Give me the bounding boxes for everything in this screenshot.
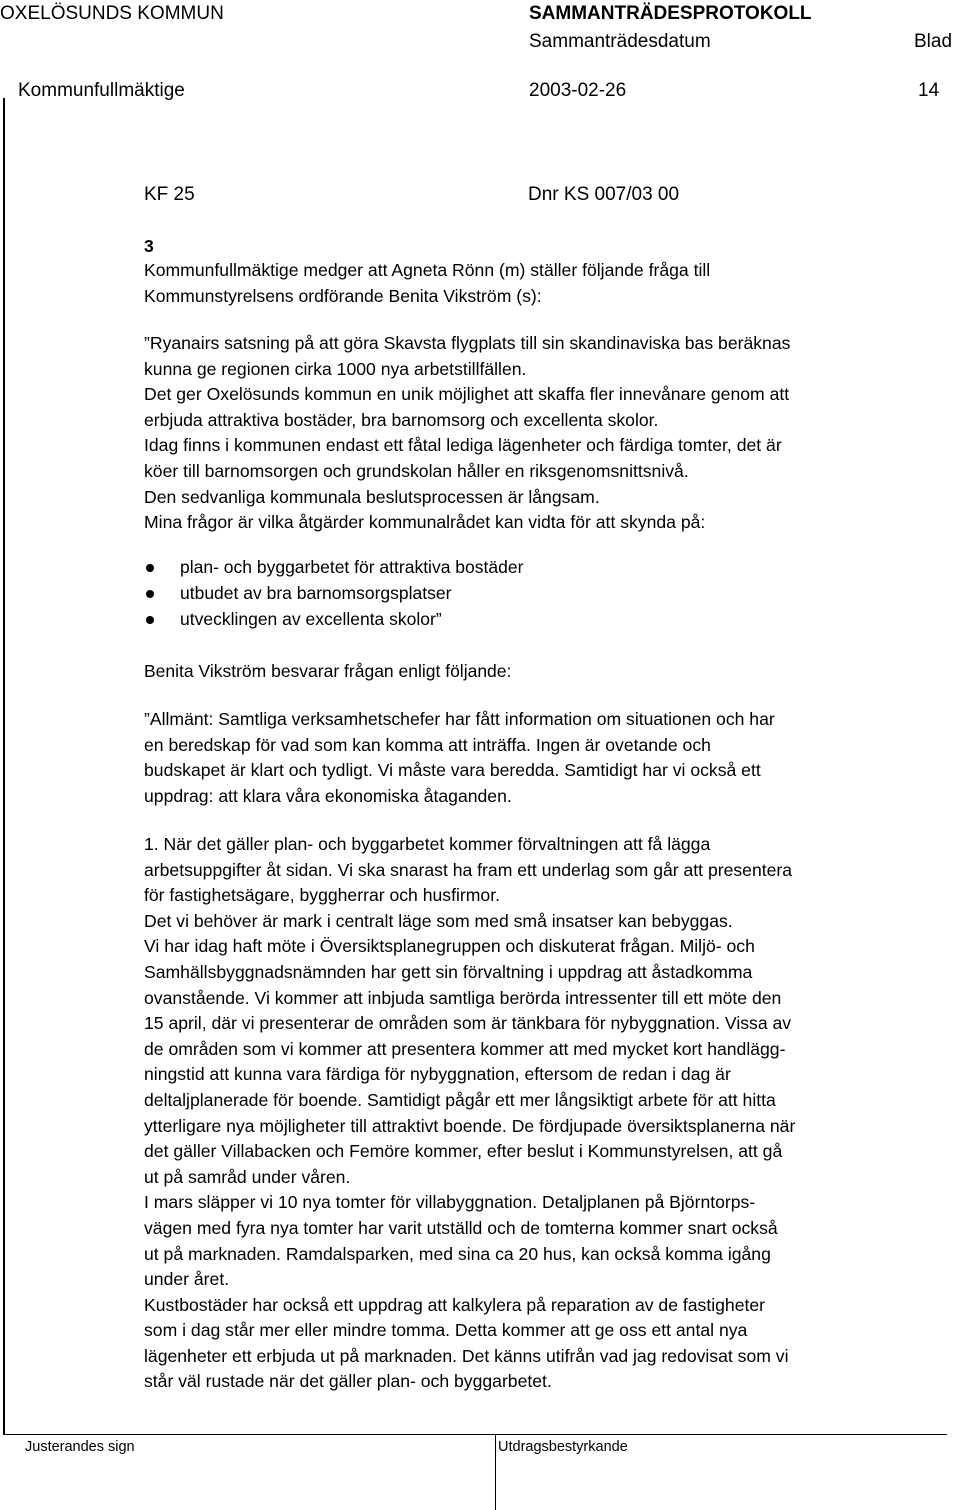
- answer-intro: Benita Vikström besvarar frågan enligt följande:: [144, 661, 512, 681]
- left-margin-line: [3, 98, 5, 1435]
- bullet-icon: [146, 616, 154, 624]
- list-item: utvecklingen av excellenta skolor”: [180, 609, 442, 629]
- question-paragraph: [144, 331, 944, 536]
- list-item: utbudet av bra barnomsorgsplatser: [180, 583, 452, 603]
- list-item: plan- och byggarbetet för attraktiva bostäder: [180, 557, 524, 577]
- text-line: ovanstående. Vi kommer att inbjuda samtliga berörda intressenter till ett möte den: [144, 987, 782, 1008]
- diary-number: Dnr KS 007/03 00: [528, 184, 680, 205]
- text-line: ”Ryanairs satsning på att göra Skavsta flygplats till sin skandinaviska bas beräknas: [144, 333, 791, 353]
- text-line: ”Allmänt: Samtliga verksamhetschefer har fått information om situationen och har: [144, 709, 775, 729]
- text-line: det gäller Villabacken och Femöre kommer, efter beslut i Kommunstyrelsen, att gå: [144, 1141, 783, 1162]
- text-line: 15 april, där vi presenterar de områden som är tänkbara för nybyggnation. Vissa av: [144, 1013, 792, 1034]
- text-line: en beredskap för vad som kan komma att inträffa. Ingen är ovetande och: [144, 734, 711, 755]
- text-line: kunna ge regionen cirka 1000 nya arbetstillfällen.: [144, 358, 527, 379]
- text-line: arbetsuppgifter åt sidan. Vi ska snarast ha fram ett underlag som går att presentera: [144, 859, 793, 880]
- meeting-body: Kommunfullmäktige: [18, 80, 185, 101]
- answer-general-paragraph: [144, 707, 944, 809]
- answer-point-1-paragraph: [144, 832, 944, 1395]
- municipality-name: OXELÖSUNDS KOMMUN: [0, 3, 224, 24]
- footer-column-divider: [495, 1434, 496, 1510]
- text-line: Samhällsbyggnadsnämnden har gett sin förvaltning i uppdrag att åstadkomma: [144, 961, 753, 982]
- text-line: lägenheter ett erbjuda ut på marknaden. Det känns utifrån vad jag redovisat som vi: [144, 1345, 789, 1366]
- intro-paragraph: [144, 258, 944, 309]
- text-line: Den sedvanliga kommunala beslutsprocessen är långsam.: [144, 486, 600, 507]
- text-line: erbjuda attraktiva bostäder, bra barnomsorg och excellenta skolor.: [144, 409, 659, 430]
- text-line: ytterligare nya möjligheter till attraktivt boende. De fördjupade översiktsplanerna när: [144, 1115, 796, 1136]
- bullet-icon: [146, 564, 154, 572]
- text-line: Kommunstyrelsens ordförande Benita Vikström (s):: [144, 285, 542, 306]
- paragraph-number: KF 25: [144, 184, 195, 205]
- text-line: I mars släpper vi 10 nya tomter för villabyggnation. Detaljplanen på Björntorps-: [144, 1192, 756, 1213]
- text-line: under året.: [144, 1269, 230, 1290]
- text-line: Vi har idag haft möte i Översiktsplanegruppen och diskuterat frågan. Miljö- och: [144, 936, 755, 957]
- page-number: 14: [918, 80, 940, 101]
- text-line: de områden som vi kommer att presentera kommer att med mycket kort handlägg-: [144, 1038, 786, 1059]
- signature-label: Justerandes sign: [25, 1439, 135, 1455]
- text-line: Det vi behöver är mark i centralt läge som med små insatser kan bebyggas.: [144, 910, 733, 931]
- text-line: Mina frågor är vilka åtgärder kommunalrådet kan vidta för att skynda på:: [144, 512, 706, 533]
- text-line: för fastighetsägare, byggherrar och husfirmor.: [144, 885, 500, 906]
- text-line: Kustbostäder har också ett uppdrag att kalkylera på reparation av de fastigheter: [144, 1294, 766, 1315]
- bullet-icon: [146, 590, 154, 598]
- text-line: deltaljplanerade för boende. Samtidigt pågår ett mer långsiktigt arbete för att hitta: [144, 1089, 776, 1110]
- text-line: köer till barnomsorgen och grundskolan håller en riksgenomsnittsnivå.: [144, 460, 689, 481]
- extract-certification-label: Utdragsbestyrkande: [498, 1439, 628, 1455]
- text-line: uppdrag: att klara våra ekonomiska åtaganden.: [144, 785, 512, 806]
- text-line: vägen med fyra nya tomter har varit utställd och de tomterna kommer snart också: [144, 1217, 778, 1238]
- text-line: står väl rustade när det gäller plan- och byggarbetet.: [144, 1371, 552, 1392]
- date-label: Sammanträdesdatum: [529, 31, 711, 52]
- text-line: Idag finns i kommunen endast ett fåtal lediga lägenheter och färdiga tomter, det är: [144, 435, 782, 456]
- meeting-date: 2003-02-26: [529, 80, 627, 101]
- document-type: SAMMANTRÄDESPROTOKOLL: [529, 3, 812, 24]
- text-line: Kommunfullmäktige medger att Agneta Rönn (m) ställer följande fråga till: [144, 260, 711, 280]
- item-number: 3: [144, 236, 154, 256]
- text-line: budskapet är klart och tydligt. Vi måste vara beredda. Samtidigt har vi också ett: [144, 760, 761, 781]
- text-line: Det ger Oxelösunds kommun en unik möjlighet att skaffa fler innevånare genom att: [144, 384, 790, 405]
- text-line: 1. När det gäller plan- och byggarbetet kommer förvaltningen att få lägga: [144, 834, 711, 854]
- text-line: som i dag står mer eller mindre tomma. Detta kommer att ge oss ett antal nya: [144, 1320, 748, 1341]
- text-line: ut på marknaden. Ramdalsparken, med sina ca 20 hus, kan också komma igång: [144, 1243, 771, 1264]
- footer-divider: [3, 1434, 947, 1435]
- page-label: Blad: [914, 31, 953, 52]
- text-line: ut på samråd under våren.: [144, 1166, 351, 1187]
- text-line: ningstid att kunna vara färdiga för nybyggnation, eftersom de redan i dag är: [144, 1064, 731, 1085]
